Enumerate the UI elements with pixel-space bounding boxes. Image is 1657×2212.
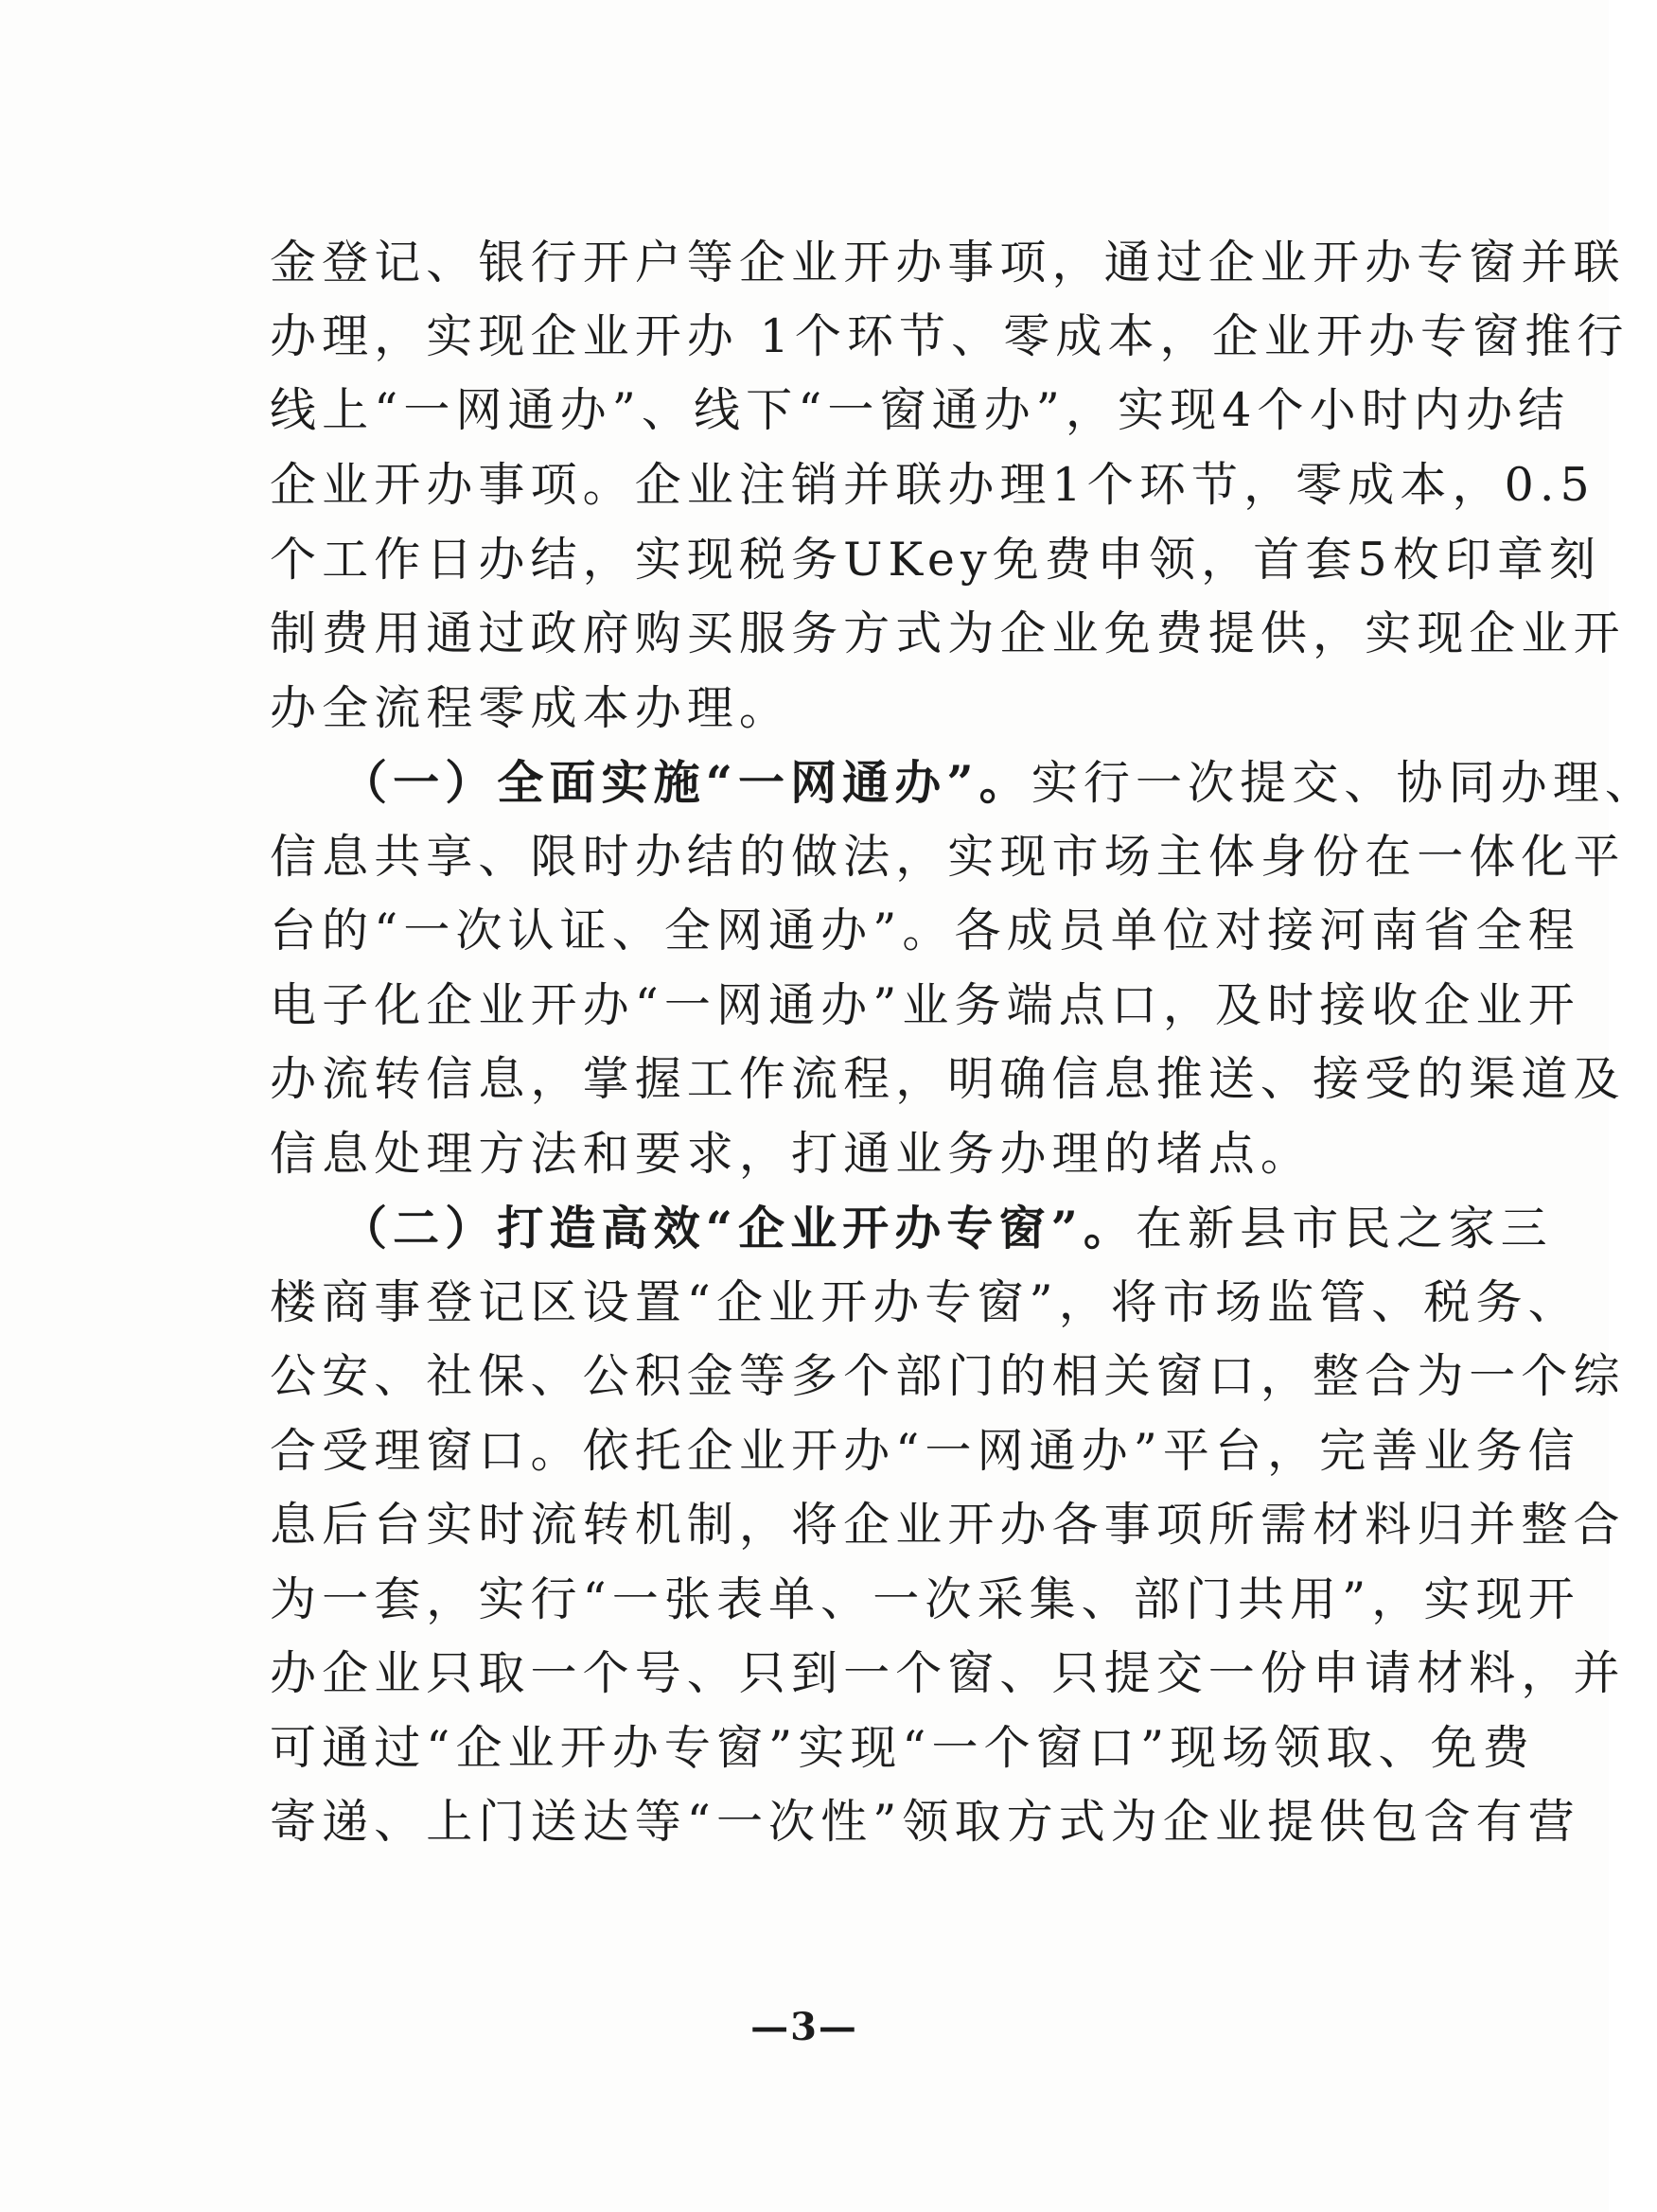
page-number: —3—: [750, 2005, 858, 2049]
text-line: 息后台实时流转机制，将企业开办各事项所需材料归并整合: [270, 1498, 1626, 1552]
text-line: 办理，实现企业开办 1个环节、零成本，企业开办专窗推行: [270, 309, 1630, 363]
text-line: 信息处理方法和要求，打通业务办理的堵点。: [270, 1127, 1313, 1181]
text-line: 合受理窗口。依托企业开办“一网通办”平台，完善业务信: [270, 1424, 1580, 1478]
text-line: 制费用通过政府购买服务方式为企业免费提供，实现企业开: [270, 606, 1626, 660]
text-line: 线上“一网通办”、线下“一窗通办”，实现4个小时内办结: [270, 383, 1571, 437]
text-line: 公安、社保、公积金等多个部门的相关窗口，整合为一个综: [270, 1349, 1626, 1403]
section-text-2: 在新县市民之家三: [1135, 1202, 1553, 1255]
text-line: 信息共享、限时办结的做法，实现市场主体身份在一体化平: [270, 830, 1626, 884]
text-line: 办企业只取一个号、只到一个窗、只提交一份申请材料，并: [270, 1646, 1626, 1700]
text-line: 可通过“企业开办专窗”实现“一个窗口”现场领取、免费: [270, 1721, 1535, 1775]
text-line: 办流转信息，掌握工作流程，明确信息推送、接受的渠道及: [270, 1052, 1626, 1106]
section-heading-line: [341, 1200, 1553, 1256]
text-line: 企业开办事项。企业注销并联办理1个环节，零成本，0.5: [270, 458, 1595, 512]
section-heading-1: （一）全面实施“一网通办”。: [341, 755, 1031, 810]
section-heading-2: （二）打造高效“企业开办专窗”。: [341, 1201, 1136, 1255]
text-line: 楼商事登记区设置“企业开办专窗”，将市场监管、税务、: [270, 1275, 1580, 1329]
text-line: 寄递、上门送达等“一次性”领取方式为企业提供包含有营: [270, 1795, 1580, 1849]
text-line: 为一套，实行“一张表单、一次采集、部门共用”，实现开: [270, 1572, 1580, 1626]
section-heading-line: [341, 754, 1657, 811]
text-line: 个工作日办结，实现税务UKey免费申领，首套5枚印章刻: [270, 533, 1602, 587]
section-text-1: 实行一次提交、协同办理、: [1031, 756, 1657, 810]
text-line: 金登记、银行开户等企业开办事项，通过企业开办专窗并联: [270, 236, 1626, 290]
text-line: 电子化企业开办“一网通办”业务端点口，及时接收企业开: [270, 978, 1580, 1032]
text-line: 台的“一次认证、全网通办”。各成员单位对接河南省全程: [270, 904, 1580, 957]
text-line: 办全流程零成本办理。: [270, 681, 792, 735]
